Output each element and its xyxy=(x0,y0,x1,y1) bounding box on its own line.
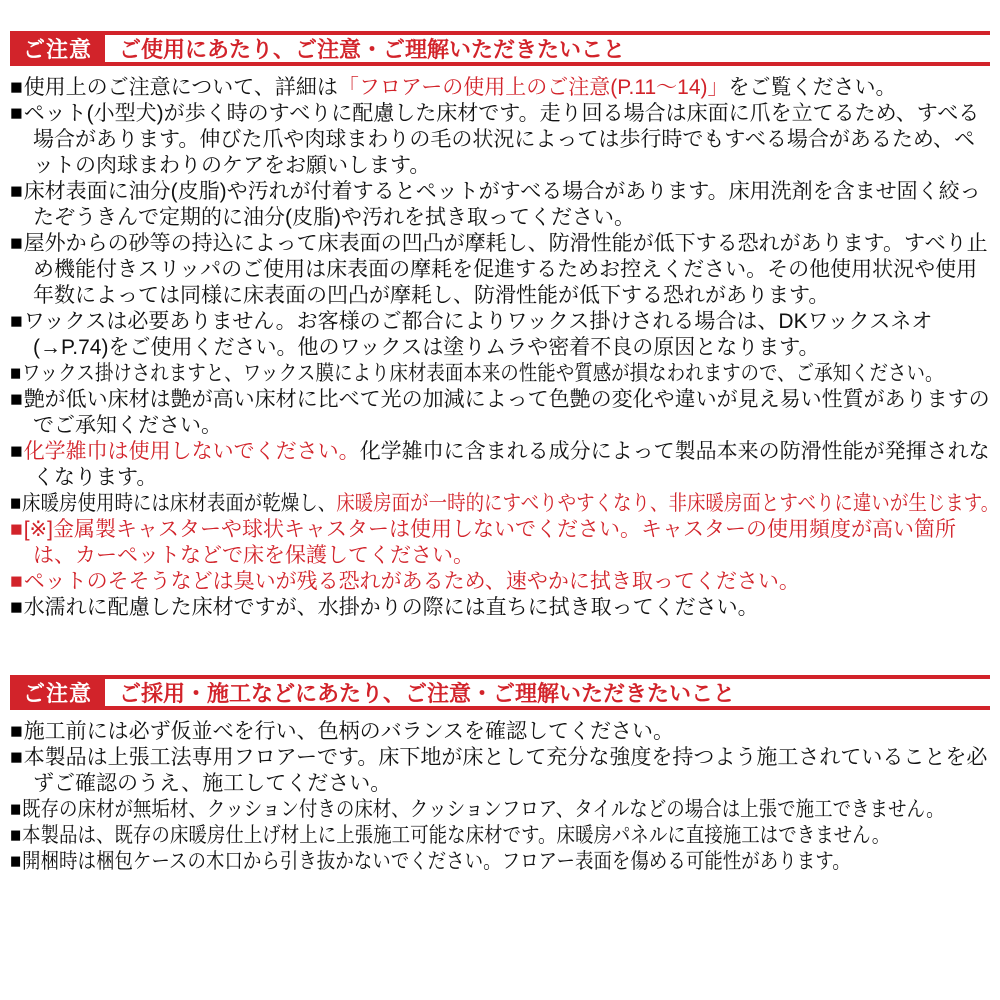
notice-text-segment: ワックスは必要ありません。お客様のご都合によりワックス掛けされる場合は、DKワックスネオ(→P.74)をご使用ください。他のワックスは塗りムラや密着不良の原因となります。 xyxy=(23,310,933,359)
notice-text-segment: 化学雑巾は使用しないでください。 xyxy=(23,440,360,463)
notice-text-segment: 化学雑巾に含まれる成分によって製品本来の防滑性能が発揮されなくなります。 xyxy=(33,440,990,489)
notice-text-segment: 床材表面に油分(皮脂)や汚れが付着するとペットがすべる場合があります。床用洗剤を含ませ固く絞ったぞうきんで定期的に油分(皮脂)や汚れを拭き取ってください。 xyxy=(23,180,981,229)
notice-text-segment: 床暖房使用時には床材表面が乾燥し、 xyxy=(22,492,337,515)
notice-item xyxy=(10,231,990,309)
bullet-square-icon: ■ xyxy=(10,102,23,125)
bullet-square-icon: ■ xyxy=(10,232,23,255)
notice-item xyxy=(10,439,990,491)
usage-notice-header xyxy=(10,31,990,66)
notice-text-segment: 艶が低い床材は艶が高い床材に比べて光の加減によって色艶の変化や違いが見え易い性質がありますのでご承知ください。 xyxy=(23,388,990,437)
notice-item xyxy=(10,361,944,387)
installation-header-title-box xyxy=(105,679,990,706)
bullet-square-icon: ■ xyxy=(10,798,22,821)
installation-notice-list xyxy=(10,719,990,875)
notice-text-segment: 「フロアーの使用上のご注意(P.11〜14)」 xyxy=(337,76,729,99)
bullet-square-icon: ■ xyxy=(10,76,23,99)
section-usage-notices xyxy=(10,31,1000,621)
notice-text-segment: 施工前には必ず仮並べを行い、色柄のバランスを確認してください。 xyxy=(23,720,675,743)
notice-text-segment: ペット(小型犬)が歩く時のすべりに配慮した床材です。走り回る場合は床面に爪を立てるため、すべる場合があります。伸びた爪や肉球まわりの毛の状況によっては歩行時でもすべる場合があるため、ペットの肉球まわりのケアをお願いします。 xyxy=(23,102,980,177)
notice-text-segment: 屋外からの砂等の持込によって床表面の凹凸が摩耗し、防滑性能が低下する恐れがあります。すべり止め機能付きスリッパのご使用は床表面の摩耗を促進するためお控えください。その他使用状況や使用年数によっては同様に床表面の凹凸が摩耗し、防滑性能が低下する恐れがあります。 xyxy=(23,232,988,307)
notice-text-segment: 使用上のご注意について、詳細は xyxy=(23,76,338,99)
notice-item xyxy=(10,517,990,569)
bullet-square-icon: ■ xyxy=(10,824,22,847)
notice-text-segment: 床暖房面が一時的にすべりやすくなり、非床暖房面とすべりに違いが生じます。 xyxy=(336,492,1000,515)
notice-item xyxy=(10,491,1000,517)
notice-item xyxy=(10,823,891,849)
bullet-square-icon: ■ xyxy=(10,492,22,515)
usage-header-title-box xyxy=(105,35,990,62)
bullet-square-icon: ■ xyxy=(10,440,23,463)
notice-item xyxy=(10,719,990,745)
notice-item xyxy=(10,75,990,101)
notice-item xyxy=(10,595,990,621)
bullet-square-icon: ■ xyxy=(10,388,23,411)
notice-text-segment: 水濡れに配慮した床材ですが、水掛かりの際には直ちに拭き取ってください。 xyxy=(23,596,759,619)
bullet-square-icon: ■ xyxy=(10,518,23,541)
bullet-square-icon: ■ xyxy=(10,310,23,333)
notice-text-segment: をご覧ください。 xyxy=(728,76,897,99)
notice-text-segment: 開梱時は梱包ケースの木口から引き抜かないでください。フロアー表面を傷める可能性があります。 xyxy=(22,850,851,873)
bullet-square-icon: ■ xyxy=(10,570,23,593)
notice-item xyxy=(10,101,990,179)
section-installation-notices xyxy=(10,675,990,875)
bullet-square-icon: ■ xyxy=(10,362,22,385)
notice-item xyxy=(10,745,990,797)
notice-item xyxy=(10,309,990,361)
notice-text-segment: [※]金属製キャスターや球状キャスターは使用しないでください。キャスターの使用頻度が高い箇所は、カーペットなどで床を保護してください。 xyxy=(23,518,956,567)
notice-item xyxy=(10,797,945,823)
usage-header-title: ご使用にあたり、ご注意・ご理解いただきたいこと xyxy=(119,37,626,62)
bullet-square-icon: ■ xyxy=(10,850,22,873)
bullet-square-icon: ■ xyxy=(10,596,23,619)
bullet-square-icon: ■ xyxy=(10,180,23,203)
bullet-square-icon: ■ xyxy=(10,720,23,743)
usage-notice-list xyxy=(10,75,1000,621)
notice-text-segment: 既存の床材が無垢材、クッション付きの床材、クッションフロア、タイルなどの場合は上張で施工できません。 xyxy=(22,798,945,821)
notice-item xyxy=(10,387,990,439)
caution-badge: ご注意 xyxy=(23,681,93,706)
notice-item xyxy=(10,849,872,875)
bullet-square-icon: ■ xyxy=(10,746,23,769)
notice-item xyxy=(10,569,990,595)
notice-text-segment: 本製品は、既存の床暖房仕上げ材上に上張施工可能な床材です。床暖房パネルに直接施工はできません。 xyxy=(22,824,891,847)
notice-text-segment: 本製品は上張工法専用フロアーです。床下地が床として充分な強度を持つよう施工されていることを必ずご確認のうえ、施工してください。 xyxy=(23,746,988,795)
installation-header-title: ご採用・施工などにあたり、ご注意・ご理解いただきたいこと xyxy=(119,681,736,706)
caution-badge: ご注意 xyxy=(23,37,93,62)
installation-notice-header xyxy=(10,675,990,710)
notice-text-segment: ワックス掛けされますと、ワックス膜により床材表面本来の性能や質感が損なわれますので、ご承知ください。 xyxy=(22,362,944,385)
notice-text-segment: ペットのそそうなどは臭いが残る恐れがあるため、速やかに拭き取ってください。 xyxy=(23,570,800,593)
notice-item xyxy=(10,179,990,231)
